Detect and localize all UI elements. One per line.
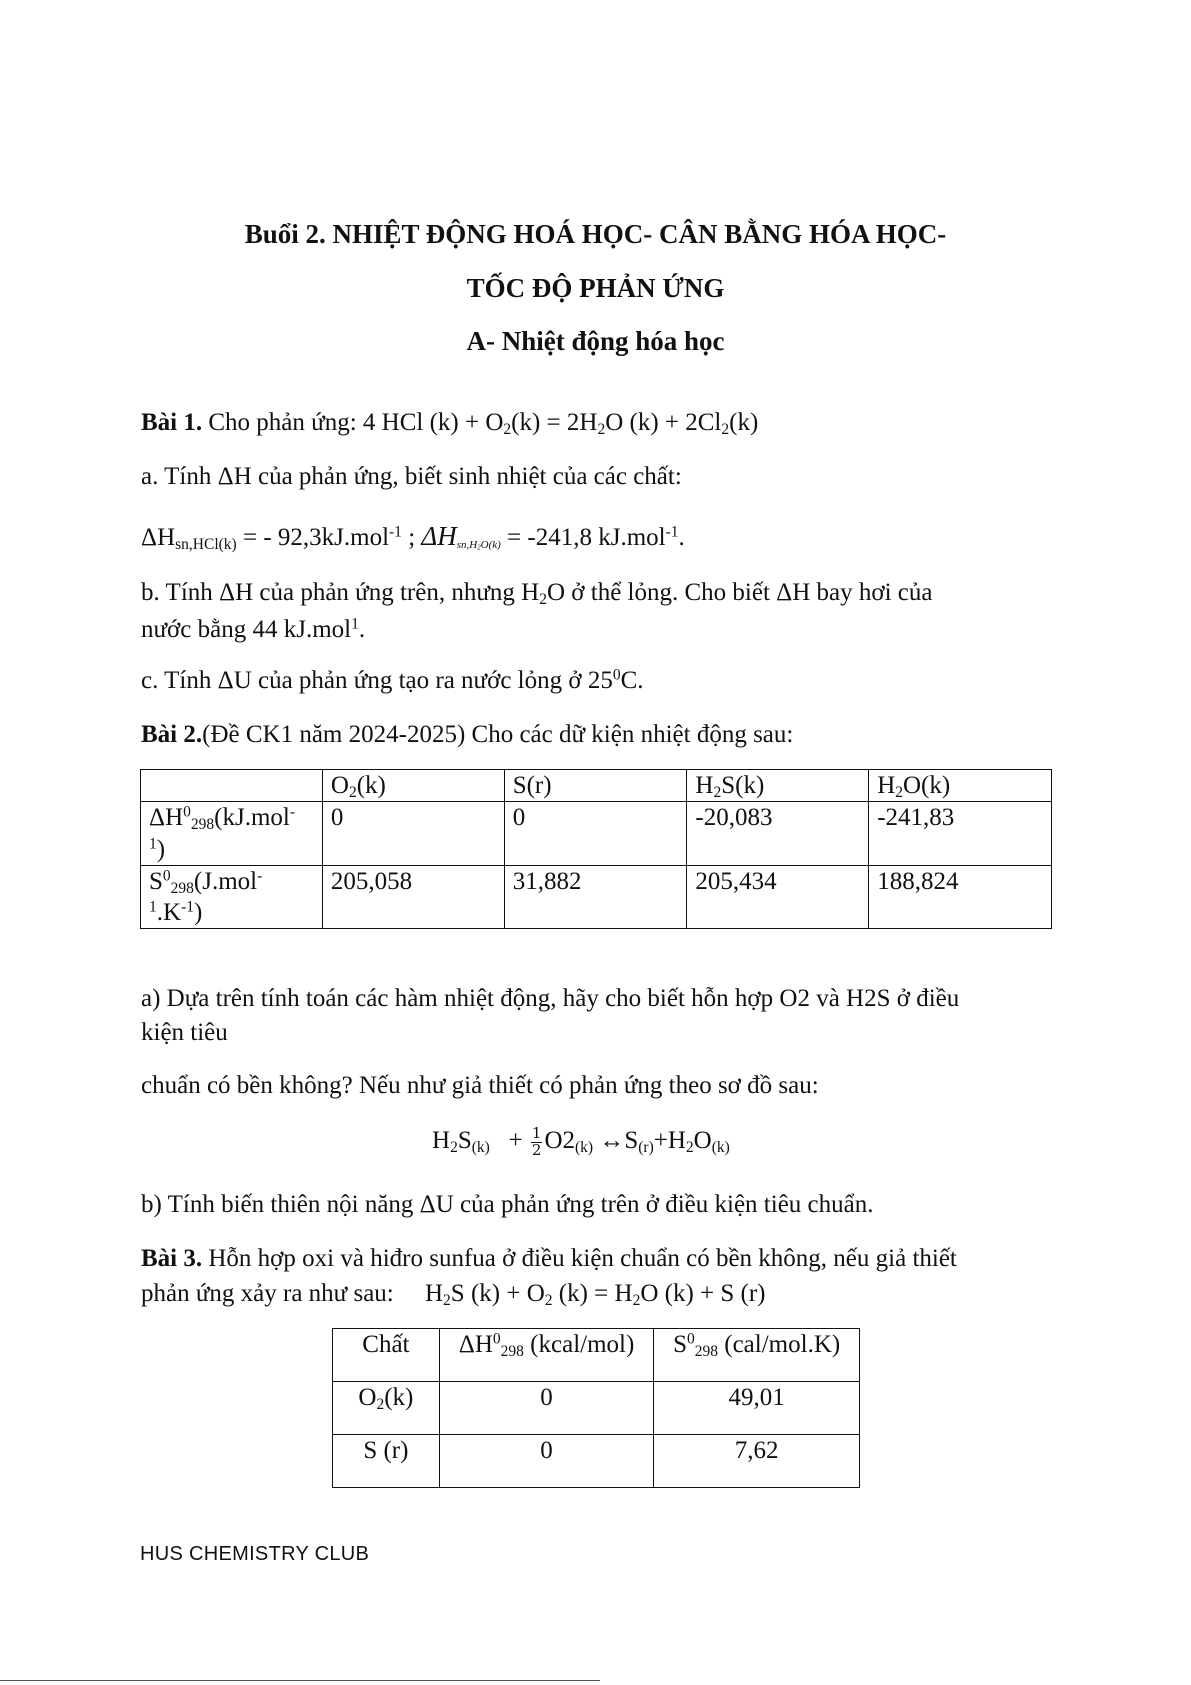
table-row — [141, 802, 1052, 866]
table-header-cell: Chất — [333, 1329, 440, 1382]
bai2-part-a-line3: chuẩn có bền không? Nếu như giả thiết có phản ứng theo sơ đồ sau: — [141, 1072, 819, 1099]
table-cell: S (r) — [333, 1435, 440, 1488]
table-row — [333, 1435, 860, 1488]
bai2-label: Bài 2. — [141, 721, 203, 748]
table-header-cell: $H_2O(k)$ — [869, 770, 1052, 802]
table-cell: 205,058 — [322, 865, 504, 929]
bai1-part-c: c. Tính ΔU của phản ứng tạo ra nước lỏng ở $25^0C$. — [141, 666, 644, 694]
table-cell: -241,83 — [869, 802, 1052, 866]
bai3-statement-line1: Bài 3. Hỗn hợp oxi và hiđro sunfua ở điều kiện chuẩn có bền không, nếu giả thiết — [141, 1245, 957, 1272]
table-cell: 0 — [322, 802, 504, 866]
bai1-part-b-line1: b. Tính ΔH của phản ứng trên, nhưng $H_2O$ ở thể lỏng. Cho biết ΔH bay hơi của — [141, 579, 933, 608]
bai3-statement-line2: phản ứng xảy ra như sau: $H_2S$ $(k) + O_2$ $(k) = H_2O$ (k) + S (r) — [141, 1280, 766, 1309]
bottom-divider — [0, 1680, 600, 1681]
table-row-label: $\Delta H^0_{298}(kJ.mol^-$ $^1$) — [141, 802, 323, 866]
table-cell: 0 — [439, 1435, 654, 1488]
footer-club-name: HUS CHEMISTRY CLUB — [140, 1543, 370, 1565]
bai1-part-a: a. Tính ΔH của phản ứng, biết sinh nhiệt của các chất: — [141, 463, 682, 490]
table-cell: 49,01 — [654, 1382, 860, 1435]
table-header-cell: S(r) — [504, 770, 687, 802]
reaction-equation: $H_2S_{(k)}$ + $\frac{1}{2}$ $O2_{(k)}$ $\leftrightarrow S_{(r)}+H_2O_{(k)}$ — [432, 1124, 730, 1159]
bai3-label: Bài 3. — [141, 1245, 203, 1272]
table-cell: 188,824 — [869, 865, 1052, 929]
document-title-line2: TỐC ĐỘ PHẢN ỨNG — [466, 273, 725, 303]
table-header-row — [141, 770, 1052, 802]
table-cell: 31,882 — [504, 865, 687, 929]
table-header-cell: $S^0_{298}$ (cal/mol.K) — [654, 1329, 860, 1382]
table-row — [333, 1382, 860, 1435]
bai1-statement: Bài 1. Cho phản ứng: 4 HCl $(k) + O_2(k) = 2H_2O$ $(k) + 2Cl_2(k)$ — [141, 409, 759, 438]
bai1-label: Bài 1. — [141, 409, 203, 436]
bai2-statement: Bài 2.(Đề CK1 năm 2024-2025) Cho các dữ kiện nhiệt động sau: — [141, 721, 794, 748]
document-title-line1: Buổi 2. NHIỆT ĐỘNG HOÁ HỌC- CÂN BẰNG HÓA HỌC- — [244, 219, 947, 249]
table-cell: $O_2(k)$ — [333, 1382, 440, 1435]
bai2-part-a-line2: kiện tiêu — [141, 1019, 228, 1046]
table-cell: 0 — [504, 802, 687, 866]
bai1-formation-enthalpies: $\Delta H_{sn,HCl(k)}$ = - 92,3kJ.mol$^{-1}$ ; $\Delta H_{sn,H_2O(k)} = -241,8$ kJ.mol$^{-1}$. — [141, 521, 685, 553]
bai2-part-a-line1: a) Dựa trên tính toán các hàm nhiệt động, hãy cho biết hỗn hợp O2 và H2S ở điều — [141, 985, 960, 1012]
one-half-fraction: $\frac{1}{2}$ — [531, 1124, 542, 1159]
table-row — [141, 865, 1052, 929]
bai1-part-b-line2: nước bằng 44 kJ.mol$^1$. — [141, 615, 366, 643]
section-heading: A- Nhiệt động hóa học — [466, 326, 725, 356]
table-header-cell: $O_2(k)$ — [322, 770, 504, 802]
table-row-label: $S^0_{298}(J.mol^-$ $^1.K^{-1}$) — [141, 865, 323, 929]
table-cell — [141, 770, 323, 802]
table-cell: 7,62 — [654, 1435, 860, 1488]
table-cell: 0 — [439, 1382, 654, 1435]
table-cell: 205,434 — [687, 865, 869, 929]
bai2-thermo-table — [140, 769, 1052, 929]
bai2-part-b: b) Tính biến thiên nội năng ΔU của phản ứng trên ở điều kiện tiêu chuẩn. — [141, 1191, 874, 1218]
table-header-cell: $\Delta H^0_{298}$ (kcal/mol) — [439, 1329, 654, 1382]
table-header-cell: $H_2S(k)$ — [687, 770, 869, 802]
table-cell: -20,083 — [687, 802, 869, 866]
bai3-thermo-table — [332, 1328, 860, 1488]
table-header-row — [333, 1329, 860, 1382]
